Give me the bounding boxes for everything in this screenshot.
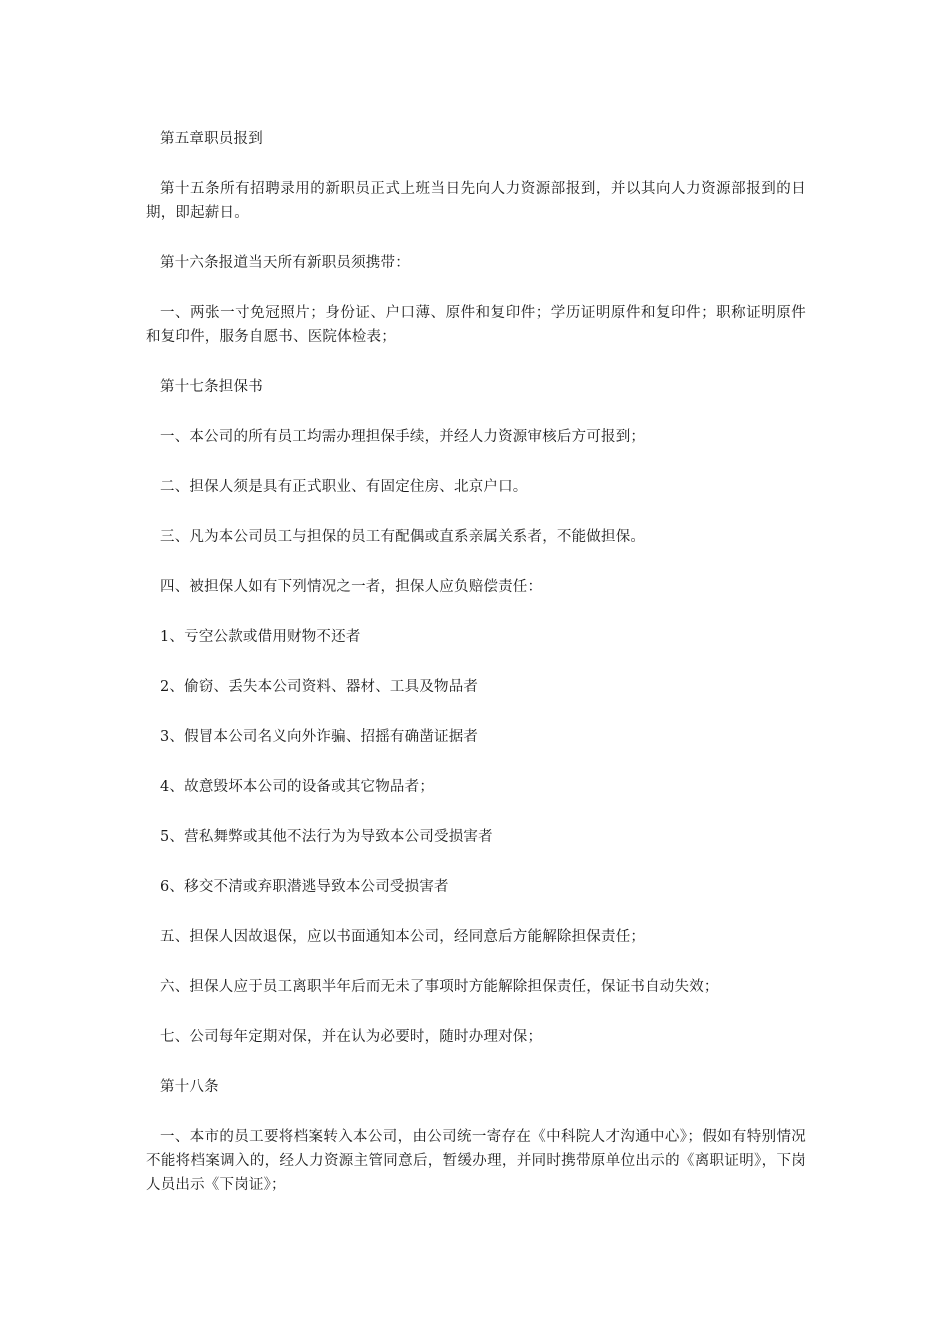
list-item: 4、故意毁坏本公司的设备或其它物品者； [160, 779, 435, 795]
article-17-item-5: 五、担保人因故退保，应以书面通知本公司，经同意后方能解除担保责任； [160, 929, 646, 945]
document-body [146, 127, 806, 1223]
article-17-item-4: 四、被担保人如有下列情况之一者，担保人应负赔偿责任： [160, 579, 543, 595]
article-18-item-1: 一、本市的员工要将档案转入本公司，由公司统一寄存在《中科院人才沟通中心》；假如有特别情况不能将档案调入的，经人力资源主管同意后，暂缓办理，并同时携带原单位出示的《离职证明》，下岗人员出示《下岗证》； [146, 1129, 806, 1193]
chapter-heading: 第五章职员报到 [160, 131, 263, 147]
article-16-item-1: 一、两张一寸免冠照片；身份证、户口薄、原件和复印件；学历证明原件和复印件；职称证明原件和复印件，服务自愿书、医院体检表； [146, 305, 806, 345]
article-17-item-2: 二、担保人须是具有正式职业、有固定住房、北京户口。 [160, 479, 528, 495]
list-item: 1、亏空公款或借用财物不还者 [160, 629, 361, 645]
article-17-item-3: 三、凡为本公司员工与担保的员工有配偶或直系亲属关系者，不能做担保。 [160, 529, 646, 545]
list-item: 5、营私舞弊或其他不法行为为导致本公司受损害者 [160, 829, 493, 845]
list-item: 2、偷窃、丢失本公司资料、器材、工具及物品者 [160, 679, 479, 695]
article-17-item-7: 七、公司每年定期对保，并在认为必要时，随时办理对保； [160, 1029, 543, 1045]
list-item: 3、假冒本公司名义向外诈骗、招摇有确凿证据者 [160, 729, 479, 745]
list-item: 6、移交不清或弃职潜逃导致本公司受损害者 [160, 879, 449, 895]
article-15: 第十五条所有招聘录用的新职员正式上班当日先向人力资源部报到，并以其向人力资源部报到的日期，即起薪日。 [146, 181, 806, 221]
article-16: 第十六条报道当天所有新职员须携带： [160, 255, 410, 271]
article-18-heading: 第十八条 [160, 1079, 219, 1095]
article-17-item-6: 六、担保人应于员工离职半年后而无未了事项时方能解除担保责任，保证书自动失效； [160, 979, 719, 995]
article-17-item-1: 一、本公司的所有员工均需办理担保手续，并经人力资源审核后方可报到； [160, 429, 646, 445]
article-17-heading: 第十七条担保书 [160, 379, 263, 395]
